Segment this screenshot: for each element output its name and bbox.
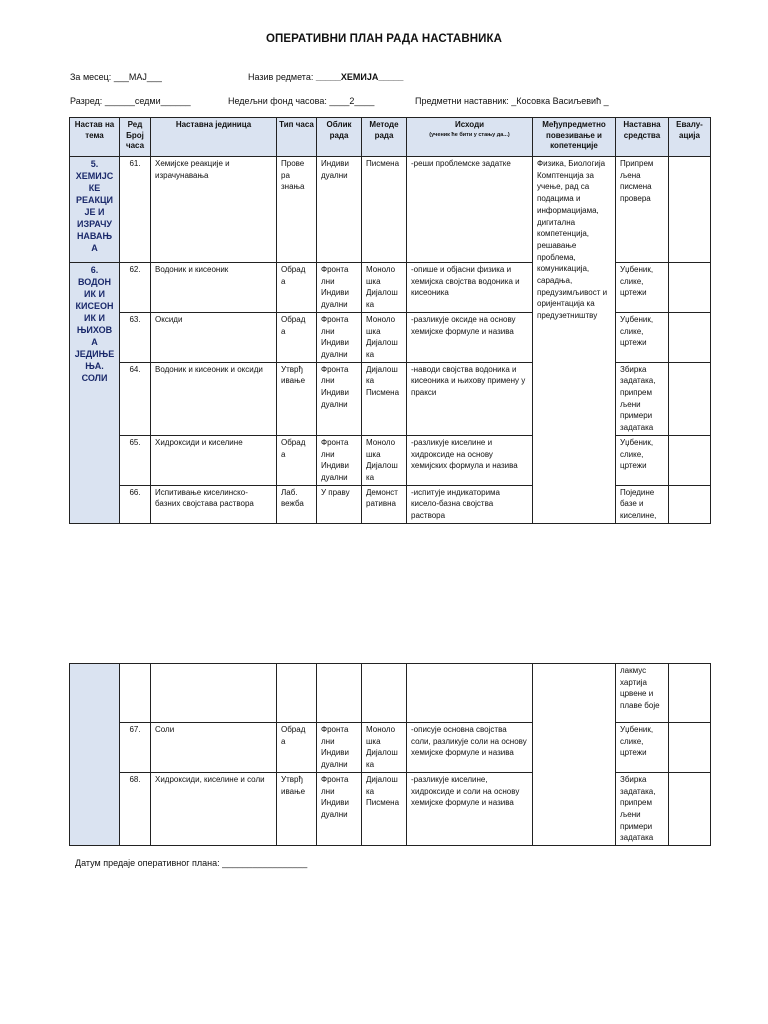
lesson-form xyxy=(317,664,362,723)
lesson-number: 66. xyxy=(120,485,151,523)
lesson-outcome: -наводи својства водоника и кисеоника и њихову примену у пракси xyxy=(407,362,533,435)
lesson-form: Фронта лни Индиви дуални xyxy=(317,723,362,773)
plan-table-page-2 xyxy=(69,663,711,846)
lesson-type: Обрад а xyxy=(277,312,317,362)
lesson-method: Дијалош ка Писмена xyxy=(362,362,407,435)
lesson-type: Утврђ ивање xyxy=(277,772,317,845)
lesson-unit: Хидроксиди и киселине xyxy=(151,435,277,485)
lesson-evaluation xyxy=(669,723,711,773)
lesson-form: Фронта лни Индиви дуални xyxy=(317,772,362,845)
lesson-type: Обрад а xyxy=(277,723,317,773)
lesson-tools: Поједине базе и киселине, xyxy=(616,485,669,523)
lesson-evaluation xyxy=(669,312,711,362)
grade-value: ______седми______ xyxy=(104,96,191,106)
plan-table-page-1 xyxy=(69,117,711,524)
grade-field xyxy=(70,96,191,106)
lesson-outcome: -опише и објасни физика и хемијска својства водоника и кисеоника xyxy=(407,263,533,313)
lesson-method: Моноло шка Дијалош ка xyxy=(362,312,407,362)
teacher-value: _Косовка Васиљевић _ xyxy=(511,96,609,106)
lesson-type: Обрад а xyxy=(277,435,317,485)
lesson-type: Обрад а xyxy=(277,263,317,313)
lesson-number: 63. xyxy=(120,312,151,362)
month-label: За месец: xyxy=(70,72,112,82)
lesson-evaluation xyxy=(669,664,711,723)
lesson-number: 67. xyxy=(120,723,151,773)
lesson-evaluation xyxy=(669,485,711,523)
lesson-method: Моноло шка Дијалош ка xyxy=(362,723,407,773)
lesson-form: Индиви дуални xyxy=(317,157,362,263)
lesson-form: У праву xyxy=(317,485,362,523)
header-evaluation: Евалу-ација xyxy=(669,118,711,157)
lesson-outcome: -разликује оксиде на основу хемијске формуле и назива xyxy=(407,312,533,362)
lesson-outcome: -испитује индикаторима кисело-базна својства раствора xyxy=(407,485,533,523)
lesson-outcome: -реши проблемске задатке xyxy=(407,157,533,263)
lesson-unit: Хидроксиди, киселине и соли xyxy=(151,772,277,845)
lesson-outcome: -описује основна својства соли, разликује соли на основу хемијске формуле и назива xyxy=(407,723,533,773)
teacher-field xyxy=(415,96,609,106)
lesson-type: Лаб. вежба xyxy=(277,485,317,523)
lesson-tools: Уџбеник, слике, цртежи xyxy=(616,435,669,485)
lesson-unit: Испитивање киселинско-базних својстава раствора xyxy=(151,485,277,523)
subject-field xyxy=(248,72,403,82)
submission-date-field: Датум предаје оперативног плана: _________________ xyxy=(75,858,308,868)
subject-label: Назив редмета: xyxy=(248,72,314,82)
header-topic: Настав на тема xyxy=(70,118,120,157)
lesson-evaluation xyxy=(669,157,711,263)
lesson-type xyxy=(277,664,317,723)
lesson-number: 65. xyxy=(120,435,151,485)
lesson-evaluation xyxy=(669,362,711,435)
grade-label: Разред: xyxy=(70,96,103,106)
header-number: Ред Број часа xyxy=(120,118,151,157)
lesson-unit: Водоник и кисеоник xyxy=(151,263,277,313)
header-tools: Наставна средства xyxy=(616,118,669,157)
document-title: ОПЕРАТИВНИ ПЛАН РАДА НАСТАВНИКА xyxy=(265,33,503,45)
header-method: Методе рада xyxy=(362,118,407,157)
month-value: ___МАЈ___ xyxy=(113,72,162,82)
lesson-outcome xyxy=(407,664,533,723)
weekly-hours-value: ____2____ xyxy=(329,96,375,106)
correlation-cell: Физика, Биологија Комптенција за учење, рад са подацима и информацијама, дигитална компетенција, решавање проблема, комуникација, сарадња, предузимљивост и оријентација ка предузетништву xyxy=(533,157,616,524)
lesson-form: Фронта лни Индиви дуални xyxy=(317,263,362,313)
lesson-type: Прове ра знања xyxy=(277,157,317,263)
lesson-outcome: -разликује киселине, хидроксиде и соли на основу хемијске формуле и назива xyxy=(407,772,533,845)
topic-cell-continued xyxy=(70,664,120,846)
lesson-form: Фронта лни Индиви дуални xyxy=(317,435,362,485)
lesson-unit: Хемијске реакције и израчунавања xyxy=(151,157,277,263)
weekly-hours-label: Недељни фонд часова: xyxy=(228,96,327,106)
lesson-method: Моноло шка Дијалош ка xyxy=(362,263,407,313)
lesson-number xyxy=(120,664,151,723)
lesson-unit: Соли xyxy=(151,723,277,773)
lesson-tools: Збирка задатака, припрем љени примери задатака xyxy=(616,772,669,845)
subject-value: _____ХЕМИЈА_____ xyxy=(315,72,404,82)
lesson-tools: Припрем љена писмена провера xyxy=(616,157,669,263)
lesson-tools: Уџбеник, слике, цртежи xyxy=(616,263,669,313)
lesson-method: Демонст ративна xyxy=(362,485,407,523)
lesson-evaluation xyxy=(669,435,711,485)
weekly-hours-field xyxy=(228,96,374,106)
lesson-evaluation xyxy=(669,772,711,845)
lesson-tools: Уџбеник, слике, цртежи xyxy=(616,723,669,773)
header-outcomes-label: Исходи xyxy=(454,120,485,129)
month-field xyxy=(70,72,162,82)
header-outcomes xyxy=(407,118,533,157)
lesson-tools: Уџбеник, слике, цртежи xyxy=(616,312,669,362)
lesson-number: 62. xyxy=(120,263,151,313)
continuation-row xyxy=(70,664,711,723)
lesson-tools: лакмус хартија црвене и плаве боје xyxy=(616,664,669,723)
topic-cell-6: 6. ВОДОН ИК И КИСЕОН ИК И ЊИХОВ А ЈЕДИЊЕ ЊА. СОЛИ xyxy=(70,263,120,524)
topic-cell-5: 5. ХЕМИЈС КЕ РЕАКЦИ ЈЕ И ИЗРАЧУ НАВАЊ А xyxy=(70,157,120,263)
teacher-label: Предметни наставник: xyxy=(415,96,509,106)
header-form: Облик рада xyxy=(317,118,362,157)
lesson-type: Утврђ ивање xyxy=(277,362,317,435)
lesson-tools: Збирка задатака, припрем љени примери задатака xyxy=(616,362,669,435)
lesson-method: Моноло шка Дијалош ка xyxy=(362,435,407,485)
lesson-unit xyxy=(151,664,277,723)
lesson-number: 61. xyxy=(120,157,151,263)
table-row xyxy=(70,157,711,263)
lesson-outcome: -разликује киселине и хидроксиде на основу хемијских формула и назива xyxy=(407,435,533,485)
lesson-method: Дијалош ка Писмена xyxy=(362,772,407,845)
lesson-method: Писмена xyxy=(362,157,407,263)
header-outcomes-sub: (ученик ће бити у стању да...) xyxy=(429,131,510,138)
correlation-cell-continued xyxy=(533,664,616,846)
lesson-unit: Оксиди xyxy=(151,312,277,362)
lesson-form: Фронта лни Индиви дуални xyxy=(317,312,362,362)
lesson-evaluation xyxy=(669,263,711,313)
lesson-form: Фронта лни Индиви дуални xyxy=(317,362,362,435)
header-type: Тип часа xyxy=(277,118,317,157)
header-correlation: Међупредметно повезивање и копетенције xyxy=(533,118,616,157)
header-unit: Наставна јединица xyxy=(151,118,277,157)
lesson-unit: Водоник и кисеоник и оксиди xyxy=(151,362,277,435)
lesson-number: 64. xyxy=(120,362,151,435)
header-row xyxy=(70,118,711,157)
lesson-number: 68. xyxy=(120,772,151,845)
lesson-method xyxy=(362,664,407,723)
